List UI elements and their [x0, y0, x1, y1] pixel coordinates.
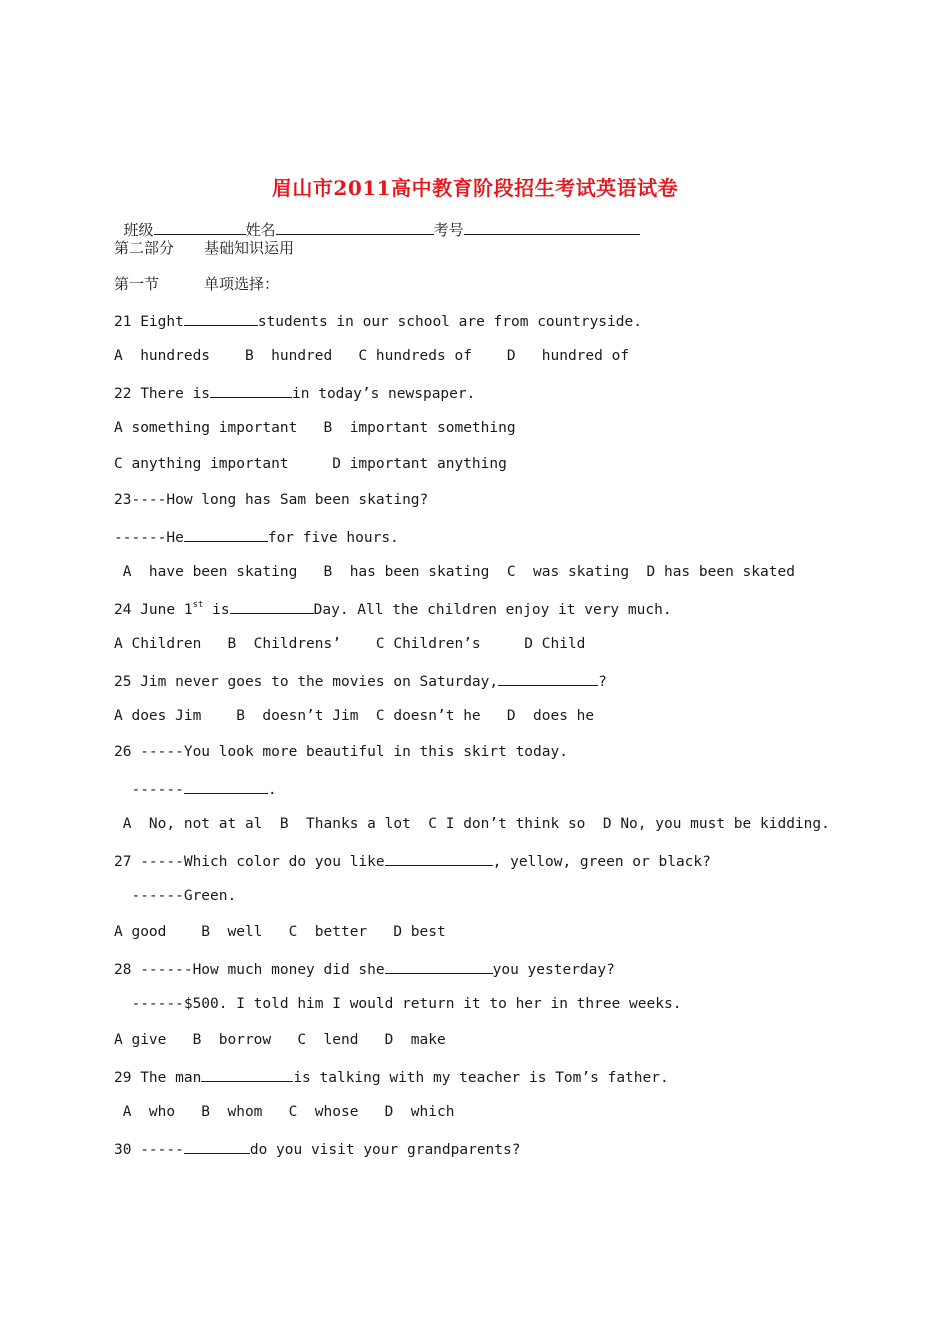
- options-21: A hundreds B hundred C hundreds of D hundred of: [114, 348, 630, 364]
- answer-blank[interactable]: [201, 1067, 293, 1082]
- student-info-line: [114, 202, 640, 239]
- answer-blank[interactable]: [184, 311, 258, 326]
- question-30: [114, 1139, 520, 1159]
- question-text: you yesterday?: [492, 962, 615, 978]
- question-text: , yellow, green or black?: [492, 854, 711, 870]
- answer-blank[interactable]: [184, 779, 268, 794]
- id-blank[interactable]: [464, 220, 640, 235]
- options-22a: A something important B important something: [114, 420, 516, 436]
- options-24: A Children B Childrens’ C Children’s D Child: [114, 636, 586, 652]
- answer-28: ------$500. I told him I would return it to her in three weeks.: [114, 996, 682, 1012]
- options-29: A who B whom C whose D which: [114, 1104, 455, 1120]
- question-23: 23----How long has Sam been skating?: [114, 492, 429, 508]
- id-label: 考号: [433, 221, 464, 239]
- question-text: 30 -----: [114, 1142, 184, 1158]
- section-heading: 第二部分 基础知识运用: [114, 239, 295, 257]
- question-text: is: [203, 602, 230, 618]
- answer-blank[interactable]: [498, 671, 598, 686]
- question-27: [114, 851, 711, 871]
- answer-23: [114, 527, 399, 547]
- question-text: 25 Jim never goes to the movies on Saturday,: [114, 674, 499, 690]
- question-text: students in our school are from countryside.: [257, 314, 642, 330]
- question-24: [114, 599, 672, 619]
- options-27: A good B well C better D best: [114, 924, 446, 940]
- question-text: .: [267, 782, 277, 798]
- answer-27: ------Green.: [114, 888, 237, 904]
- name-label: 姓名: [245, 221, 276, 239]
- question-text: is talking with my teacher is Tom’s father.: [293, 1070, 669, 1086]
- question-21: [114, 311, 642, 331]
- question-25: [114, 671, 607, 691]
- answer-blank[interactable]: [210, 383, 292, 398]
- question-text: Day. All the children enjoy it very much.: [313, 602, 672, 618]
- question-text: 22 There is: [114, 386, 211, 402]
- options-28: A give B borrow C lend D make: [114, 1032, 446, 1048]
- question-text: 24 June 1: [114, 602, 193, 618]
- question-text: 29 The man: [114, 1070, 202, 1086]
- answer-blank[interactable]: [184, 527, 268, 542]
- question-29: [114, 1067, 669, 1087]
- answer-26: [114, 779, 277, 799]
- answer-blank[interactable]: [385, 959, 493, 974]
- question-text: ------: [114, 782, 184, 798]
- question-text: ------He: [114, 530, 184, 546]
- question-text: do you visit your grandparents?: [249, 1142, 521, 1158]
- answer-blank[interactable]: [230, 599, 314, 614]
- question-text: 27 -----Which color do you like: [114, 854, 385, 870]
- options-23: A have been skating B has been skating C was skating D has been skated: [114, 564, 795, 580]
- options-26: A No, not at al B Thanks a lot C I don’t think so D No, you must be kidding.: [114, 816, 830, 832]
- subsection-heading: 第一节 单项选择：: [114, 275, 280, 293]
- name-blank[interactable]: [276, 220, 434, 235]
- superscript: st: [192, 600, 204, 610]
- options-25: A does Jim B doesn’t Jim C doesn’t he D does he: [114, 708, 595, 724]
- answer-blank[interactable]: [385, 851, 493, 866]
- question-28: [114, 959, 615, 979]
- options-22b: C anything important D important anything: [114, 456, 507, 472]
- question-26: 26 -----You look more beautiful in this skirt today.: [114, 744, 568, 760]
- answer-blank[interactable]: [184, 1139, 250, 1154]
- question-text: for five hours.: [267, 530, 399, 546]
- question-22: [114, 383, 475, 403]
- question-text: in today’s newspaper.: [292, 386, 476, 402]
- class-label: 班级: [123, 221, 154, 239]
- class-blank[interactable]: [154, 220, 246, 235]
- exam-title: 眉山市2011高中教育阶段招生考试英语试卷: [271, 176, 679, 200]
- question-text: 21 Eight: [114, 314, 184, 330]
- question-text: ?: [598, 674, 607, 690]
- question-text: 28 ------How much money did she: [114, 962, 385, 978]
